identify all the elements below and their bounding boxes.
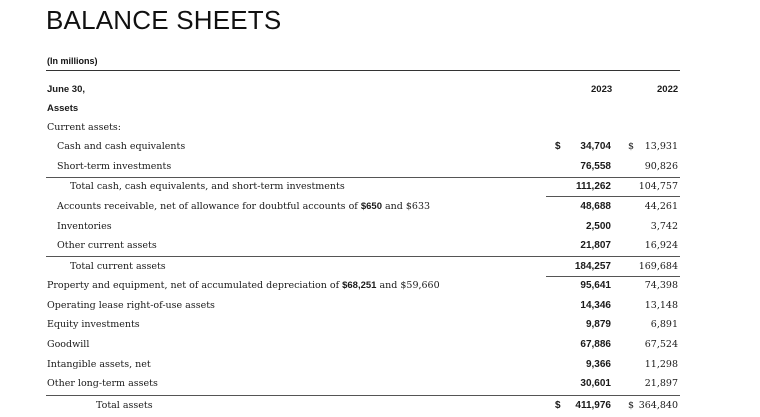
table-row <box>0 335 760 355</box>
row-label: Total cash, cash equivalents, and short-term investments <box>70 181 345 192</box>
value-2023: 67,886 <box>580 339 611 350</box>
assets-heading: Assets <box>47 103 79 114</box>
row-label: Other long-term assets <box>47 378 158 389</box>
date-header: June 30, <box>47 84 86 95</box>
value-2022: 16,924 <box>644 240 678 251</box>
assets-section-row <box>0 99 760 119</box>
table-row <box>0 236 760 256</box>
year-2023-header: 2023 <box>591 84 613 95</box>
row-label: Cash and cash equivalents <box>57 141 186 152</box>
value-2023: 14,346 <box>580 300 611 311</box>
value-2023: 95,641 <box>580 280 611 291</box>
value-2023: 111,262 <box>575 181 611 192</box>
currency-2023: $ <box>555 141 561 152</box>
value-2022: 6,891 <box>650 319 678 330</box>
row-label: Equity investments <box>47 319 140 330</box>
value-2023: 21,807 <box>580 240 611 251</box>
value-2023: 9,366 <box>585 359 611 370</box>
table-row <box>0 157 760 177</box>
row-label: Short-term investments <box>57 161 172 172</box>
value-2022: 104,757 <box>638 181 678 192</box>
value-2022: 74,398 <box>644 280 678 291</box>
table-row <box>0 276 760 296</box>
row-label: Inventories <box>57 221 112 232</box>
current-assets-section-row <box>0 118 760 138</box>
value-2023: 30,601 <box>580 378 611 389</box>
row-label: Accounts receivable, net of allowance for doubtful accounts of $650 and $633 <box>57 201 431 212</box>
value-2023: 48,688 <box>580 201 611 212</box>
value-2022: 13,931 <box>644 141 678 152</box>
row-label: Property and equipment, net of accumulated depreciation of $68,251 and $59,660 <box>47 280 440 291</box>
column-header-row <box>0 80 760 100</box>
table-row <box>0 374 760 394</box>
page-title: BALANCE SHEETS <box>46 5 282 35</box>
value-2022: 44,261 <box>644 201 678 212</box>
value-2023: 411,976 <box>575 400 611 411</box>
units-divider <box>46 70 680 71</box>
row-label: Intangible assets, net <box>47 359 151 370</box>
value-2022: 13,148 <box>644 300 678 311</box>
value-2022: 364,840 <box>638 400 678 411</box>
units-note: (In millions) <box>47 56 98 66</box>
value-2023: 34,704 <box>580 141 611 152</box>
table-row <box>0 296 760 316</box>
value-2022: 11,298 <box>644 359 678 370</box>
currency-2023: $ <box>555 400 561 411</box>
table-row <box>0 257 760 277</box>
value-2022: 3,742 <box>650 221 678 232</box>
table-row <box>0 315 760 335</box>
value-2023: 2,500 <box>585 221 611 232</box>
row-label: Other current assets <box>57 240 157 251</box>
table-row <box>0 197 760 217</box>
value-2023: 9,879 <box>585 319 611 330</box>
table-row <box>0 137 760 157</box>
currency-2022: $ <box>628 400 635 411</box>
value-2022: 90,826 <box>644 161 678 172</box>
value-2023: 76,558 <box>580 161 611 172</box>
currency-2022: $ <box>628 141 635 152</box>
value-2022: 67,524 <box>644 339 678 350</box>
row-label: Operating lease right-of-use assets <box>47 300 215 311</box>
row-label: Total assets <box>96 400 153 411</box>
value-2022: 169,684 <box>638 261 678 272</box>
table-row <box>0 355 760 375</box>
row-label: Total current assets <box>70 261 166 272</box>
row-label: Goodwill <box>47 339 90 350</box>
table-row <box>0 177 760 197</box>
value-2023: 184,257 <box>574 261 611 272</box>
table-row <box>0 217 760 237</box>
table-row <box>0 396 760 416</box>
year-2022-header: 2022 <box>657 84 679 95</box>
current-assets-heading: Current assets: <box>47 122 121 133</box>
value-2022: 21,897 <box>644 378 678 389</box>
